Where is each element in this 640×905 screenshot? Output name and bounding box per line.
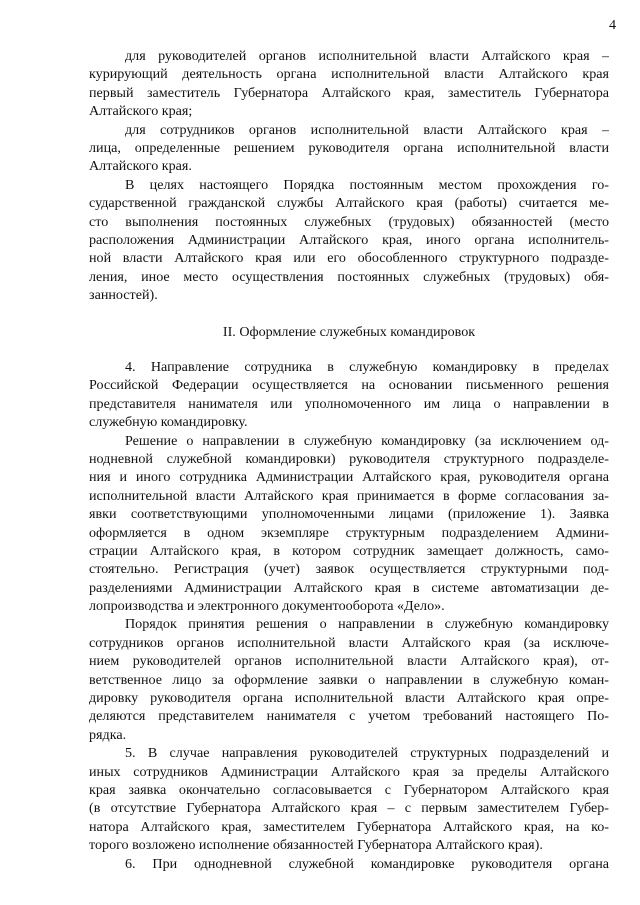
text-line: Порядок принятия решения о направлении в служебную командировку: [125, 616, 609, 633]
text-line: 6. При однодневной служебной командировке руководителя органа: [125, 855, 609, 872]
text-line: ветственное лицо за оформление заявки о направлении в служебную коман-: [89, 671, 609, 688]
text-line: ния и иного сотрудника Администрации Алтайского края, руководителя органа: [89, 469, 609, 486]
text-line: лопроизводства и электронного документооборота «Дело».: [89, 598, 445, 615]
text-line: страции Алтайского края, в котором сотрудник замещает должность, само-: [89, 542, 609, 559]
text-line: служебную командировку.: [89, 414, 248, 431]
text-line: Алтайского края.: [89, 158, 192, 175]
text-line: (в отсутствие Губернатора Алтайского края – с первым заместителем Губер-: [89, 800, 609, 817]
text-line: ной власти Алтайского края или его обособленного структурного подразде-: [89, 250, 609, 267]
text-line: сотрудников органов исполнительной власти Алтайского края (за исключе-: [89, 634, 609, 651]
text-line: разделениями Администрации Алтайского края в системе автоматизации де-: [89, 579, 609, 596]
text-block-after-heading: [89, 358, 609, 873]
text-line: сто выполнения постоянных служебных (трудовых) обязанностей (место: [89, 213, 609, 230]
text-line: занностей).: [89, 287, 158, 304]
text-line: иных сотрудников Администрации Алтайского края за пределы Алтайского: [89, 763, 609, 780]
text-line: дировку руководителя органа исполнительной власти Алтайского края опре-: [89, 690, 609, 707]
text-line: нодневной служебной командировки) руководителя структурного подразделе-: [89, 450, 609, 467]
text-line: натора Алтайского края, заместителем Губернатора Алтайского края, на ко-: [89, 818, 609, 835]
text-line: расположения Администрации Алтайского края, иного органа исполнитель-: [89, 231, 609, 248]
text-line: деляются представителем нанимателя с учетом требований настоящего По-: [89, 708, 609, 725]
text-block-before-heading: [89, 47, 609, 304]
text-line: Российской Федерации осуществляется на основании письменного решения: [89, 377, 609, 394]
text-line: исполнительной власти Алтайского края принимается в форме согласования за-: [89, 487, 609, 504]
text-line: явки соответствующими уполномоченными лицами (приложение 1). Заявка: [89, 506, 609, 523]
text-line: курирующий деятельность органа исполнительной власти Алтайского края: [89, 66, 609, 83]
text-line: лица, определенные решением руководителя органа исполнительной власти: [89, 139, 609, 156]
text-line: В целях настоящего Порядка постоянным местом прохождения го-: [125, 176, 609, 193]
section-heading: II. Оформление служебных командировок: [222, 324, 476, 340]
text-line: 5. В случае направления руководителей структурных подразделений и: [125, 745, 609, 762]
text-line: рядка.: [89, 726, 127, 743]
text-line: представителя нанимателя или уполномоченного им лица о направлении в: [89, 395, 609, 412]
text-line: оформляется в одном экземпляре структурным подразделением Админи-: [89, 524, 609, 541]
text-line: 4. Направление сотрудника в служебную командировку в пределах: [125, 359, 609, 375]
text-line: сударственной гражданской службы Алтайского края (работы) считается ме-: [89, 195, 609, 212]
text-line: Решение о направлении в служебную командировку (за исключением од-: [125, 432, 609, 449]
page-number: 4: [608, 17, 616, 33]
text-line: для сотрудников органов исполнительной власти Алтайского края –: [125, 121, 609, 138]
text-line: края заявка окончательно согласовывается с Губернатором Алтайского края: [89, 781, 609, 798]
text-line: ления, иное место осуществления постоянных служебных (трудовых) обя-: [89, 268, 609, 285]
text-line: нием руководителей органов исполнительной власти Алтайского края), от-: [89, 653, 609, 670]
text-line: для руководителей органов исполнительной власти Алтайского края –: [125, 48, 609, 64]
text-line: Алтайского края;: [89, 103, 193, 120]
text-line: первый заместитель Губернатора Алтайского края, заместитель Губернатора: [89, 84, 609, 101]
text-line: стоятельно. Регистрация (учет) заявок осуществляется структурными под-: [89, 561, 609, 578]
text-line: торого возложено исполнение обязанностей Губернатора Алтайского края).: [89, 837, 543, 854]
